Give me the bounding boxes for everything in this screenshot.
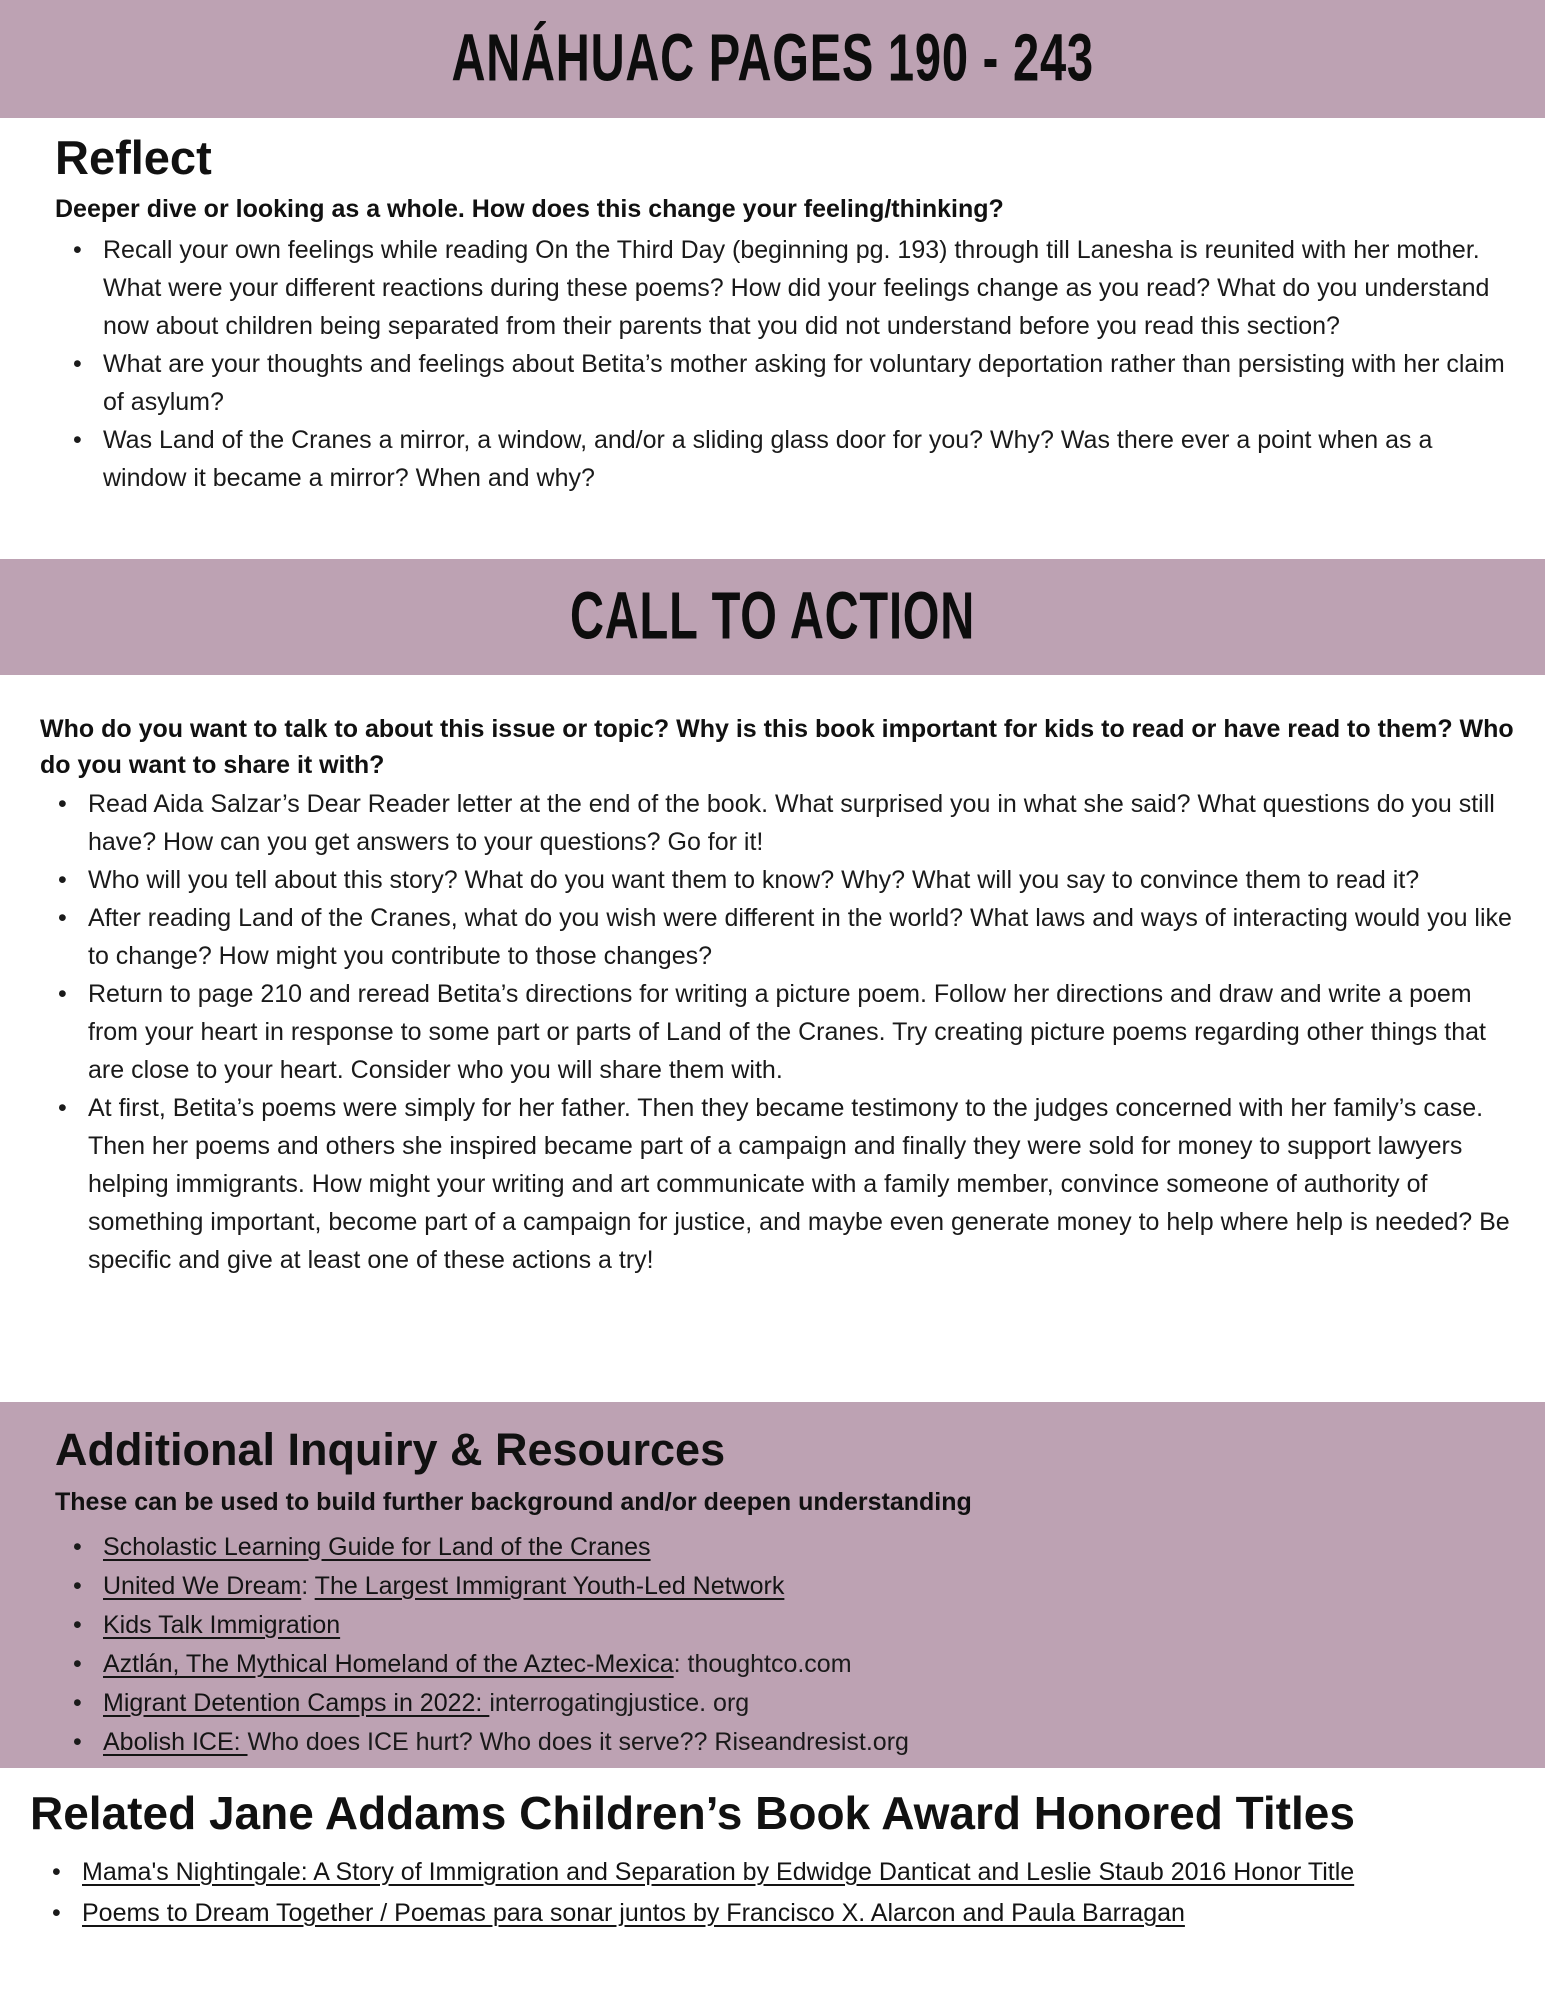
related-titles-heading: Related Jane Addams Children’s Book Award Honored Titles [30, 1787, 1355, 1839]
call-to-action-banner [0, 559, 1545, 675]
resource-plain-text: Who does ICE hurt? Who does it serve?? Riseandresist.org [247, 1727, 909, 1756]
call-to-action-intro: Who do you want to talk to about this issue or topic? Why is this book important for kids to read or have read to them? Who do you want to share it with? [40, 715, 1514, 779]
related-title-item [82, 1853, 1525, 1891]
cta-bullet: • Return to page 210 and reread Betita’s directions for writing a picture poem. Follow her directions and draw and write a poem from your heart in response to some part or parts of Land of the Cranes. Try creating picture poems regarding other things that are close to your heart. Consider who you will share them with. [88, 975, 1519, 1089]
link-youth-led-network[interactable]: The Largest Immigrant Youth-Led Network [314, 1571, 785, 1600]
call-to-action-bullet-list [40, 785, 1519, 1279]
link-aztlan-homeland[interactable]: Aztlán, The Mythical Homeland of the Aztec-Mexica [103, 1649, 674, 1678]
cta-bullet: • Read Aida Salzar’s Dear Reader letter at the end of the book. What surprised you in what she said? What questions do you still have? How can you get answers to your questions? Go for it! [88, 785, 1519, 861]
reflect-bullet-list [55, 231, 1517, 497]
call-to-action-section [0, 675, 1545, 1402]
related-titles-list [30, 1853, 1525, 1932]
cta-bullet: • Who will you tell about this story? What do you want them to know? Why? What will you say to convince them to read it? [88, 861, 1519, 899]
reflect-bullet: • Was Land of the Cranes a mirror, a window, and/or a sliding glass door for you? Why? Was there ever a point when as a window it became a mirror? When and why? [103, 421, 1517, 497]
resources-heading: Additional Inquiry & Resources [55, 1424, 726, 1475]
header-banner [0, 0, 1545, 118]
resource-plain-text: : thoughtco.com [673, 1649, 852, 1678]
reflect-heading: Reflect [55, 131, 212, 184]
related-titles-section [0, 1768, 1545, 2000]
link-united-we-dream[interactable]: United We Dream [103, 1571, 302, 1600]
resource-item [103, 1645, 1517, 1684]
cta-bullet: • After reading Land of the Cranes, what do you wish were different in the world? What laws and ways of interacting would you like to change? How might you contribute to those changes? [88, 899, 1519, 975]
reflect-bullet: • Recall your own feelings while reading On the Third Day (beginning pg. 193) through till Lanesha is reunited with her mother. What were your different reactions during these poems? How did your feelings change as you read? What do you understand now about children being separated from their parents that you did not understand before you read this section? [103, 231, 1517, 345]
link-abolish-ice[interactable]: Abolish ICE: [103, 1727, 248, 1756]
resource-plain-text: : [301, 1571, 315, 1600]
call-to-action-title: CALL TO ACTION [569, 579, 976, 654]
related-title-item [82, 1894, 1525, 1932]
link-poems-to-dream-together[interactable]: Poems to Dream Together / Poemas para sonar juntos by Francisco X. Alarcon and Paula Barragan [82, 1898, 1185, 1927]
resource-plain-text: interrogatingjustice. org [489, 1688, 750, 1717]
resource-item [103, 1606, 1517, 1645]
link-kids-talk-immigration[interactable]: Kids Talk Immigration [103, 1610, 341, 1639]
resource-item [103, 1684, 1517, 1723]
reflect-bullet: • What are your thoughts and feelings about Betita’s mother asking for voluntary deportation rather than persisting with her claim of asylum? [103, 345, 1517, 421]
link-scholastic-guide[interactable]: Scholastic Learning Guide for Land of the Cranes [103, 1532, 651, 1561]
resource-item [103, 1567, 1517, 1606]
resource-item [103, 1528, 1517, 1567]
resource-item [103, 1723, 1517, 1762]
link-migrant-detention-camps[interactable]: Migrant Detention Camps in 2022: [103, 1688, 490, 1717]
resources-list [55, 1528, 1517, 1762]
resources-intro: These can be used to build further background and/or deepen understanding [55, 1487, 972, 1516]
page-title: ANÁHUAC PAGES 190 - 243 [451, 21, 1094, 96]
reflect-intro: Deeper dive or looking as a whole. How does this change your feeling/thinking? [55, 194, 1004, 223]
cta-bullet: • At first, Betita’s poems were simply for her father. Then they became testimony to the judges concerned with her family’s case. Then her poems and others she inspired became part of a campaign and finally they were sold for money to support lawyers helping immigrants. How might your writing and art communicate with a family member, convince someone of authority of something important, become part of a campaign for justice, and maybe even generate money to help where help is needed? Be specific and give at least one of these actions a try! [88, 1089, 1519, 1279]
link-mamas-nightingale[interactable]: Mama's Nightingale: A Story of Immigration and Separation by Edwidge Danticat and Leslie Staub 2016 Honor Title [82, 1857, 1355, 1886]
reflect-section [0, 118, 1545, 559]
resources-section [0, 1402, 1545, 1768]
